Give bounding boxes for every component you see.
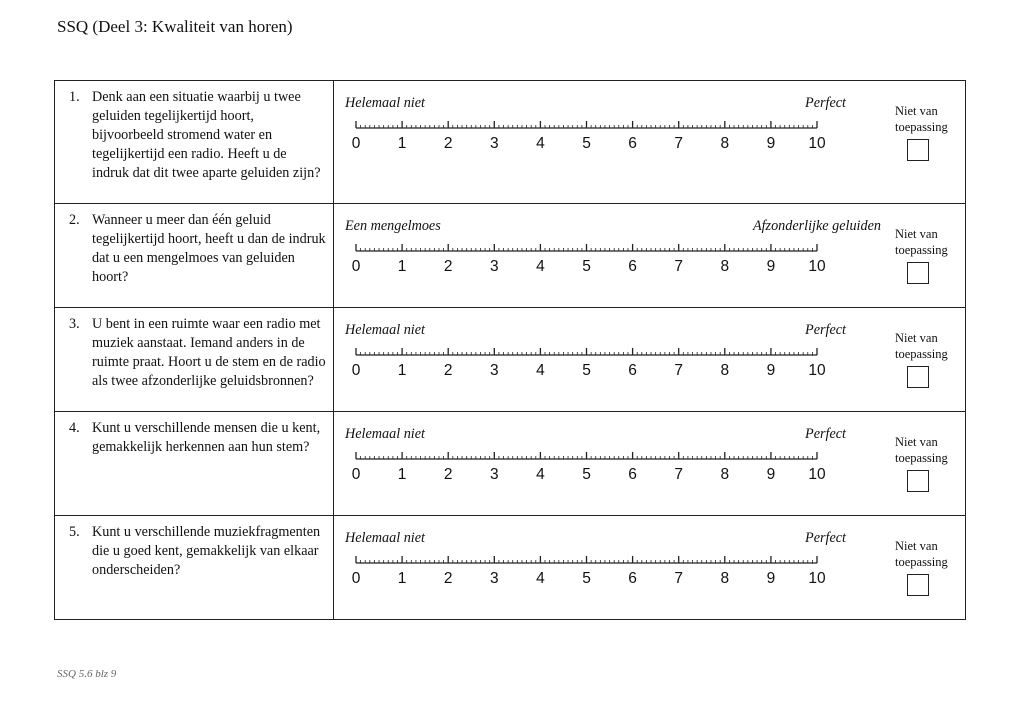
scale-tick-label: 1 (397, 362, 407, 379)
scale-tick-label: 7 (674, 466, 684, 483)
scale-right-label: Perfect (805, 322, 846, 338)
not-applicable-label: Niet van toepassing (895, 227, 948, 257)
not-applicable-label: Niet van toepassing (895, 435, 948, 465)
scale-tick-label: 7 (674, 135, 684, 152)
scale-tick-label: 10 (808, 258, 826, 275)
scale-tick-label: 0 (351, 135, 361, 152)
scale-tick-label: 3 (489, 135, 499, 152)
scale-tick-label: 0 (351, 258, 361, 275)
not-applicable-checkbox[interactable] (907, 262, 929, 284)
scale-tick-label: 1 (397, 466, 407, 483)
question-text: U bent in een ruimte waar een radio met muziek aanstaat. Iemand anders in de ruimte praat. Hoort u de stem en de radio als twee afzonderlijke geluidsbronnen? (92, 316, 326, 389)
not-applicable-checkbox[interactable] (907, 139, 929, 161)
scale-tick-label: 10 (808, 466, 826, 483)
scale-tick-label: 2 (443, 466, 453, 483)
scale-tick-label: 6 (628, 570, 637, 587)
scale-tick-label: 8 (720, 466, 730, 483)
not-applicable-checkbox[interactable] (907, 470, 929, 492)
not-applicable-label: Niet van toepassing (895, 539, 948, 569)
scale-tick-label: 9 (766, 466, 776, 483)
rating-scale[interactable] (351, 118, 832, 158)
scale-tick-label: 9 (766, 135, 776, 152)
scale-tick-label: 2 (443, 570, 453, 587)
scale-tick-label: 7 (674, 362, 684, 379)
scale-cell (334, 81, 966, 204)
scale-left-label: Helemaal niet (345, 426, 425, 442)
scale-tick-label: 2 (443, 135, 453, 152)
scale-tick-label: 6 (628, 362, 637, 379)
scale-tick-label: 3 (489, 570, 499, 587)
scale-left-label: Helemaal niet (345, 322, 425, 338)
scale-tick-label: 8 (720, 362, 730, 379)
question-text: Denk aan een situatie waarbij u twee geluiden tegelijkertijd hoort, bijvoorbeeld stromend water en tegelijkertijd een radio. Heeft u de indruk dat dit twee aparte geluiden zijn? (92, 89, 321, 181)
scale-tick-label: 8 (720, 570, 730, 587)
scale-tick-label: 5 (582, 466, 591, 483)
scale-tick-label: 1 (397, 135, 407, 152)
scale-right-label: Perfect (805, 95, 846, 111)
question-number: 3. (69, 316, 80, 332)
scale-tick-label: 4 (536, 362, 545, 379)
question-row-2 (55, 204, 966, 308)
question-row-4 (55, 412, 966, 516)
question-cell (55, 412, 334, 516)
scale-tick-label: 2 (443, 362, 453, 379)
scale-tick-label: 7 (674, 570, 684, 587)
page-title: SSQ (Deel 3: Kwaliteit van horen) (57, 17, 293, 36)
question-number: 4. (69, 420, 80, 436)
scale-tick-label: 4 (536, 258, 545, 275)
rating-scale[interactable] (351, 241, 832, 281)
question-text: Kunt u verschillende muziekfragmenten die u goed kent, gemakkelijk van elkaar onderscheiden? (92, 524, 321, 578)
scale-right-label: Afzonderlijke geluiden (752, 218, 881, 234)
not-applicable-checkbox[interactable] (907, 574, 929, 596)
scale-tick-label: 9 (766, 362, 776, 379)
scale-tick-label: 5 (582, 362, 591, 379)
scale-cell (334, 516, 966, 620)
question-text: Wanneer u meer dan één geluid tegelijkertijd hoort, heeft u dan de indruk dat u een mengelmoes van geluiden hoort? (92, 212, 326, 285)
scale-tick-label: 8 (720, 258, 730, 275)
scale-tick-label: 5 (582, 135, 591, 152)
scale-tick-label: 1 (397, 258, 407, 275)
scale-tick-label: 0 (351, 362, 361, 379)
scale-tick-label: 4 (536, 466, 545, 483)
scale-tick-label: 5 (582, 258, 591, 275)
scale-tick-label: 7 (674, 258, 684, 275)
scale-tick-label: 3 (489, 362, 499, 379)
question-cell (55, 81, 334, 204)
scale-tick-label: 3 (489, 258, 499, 275)
scale-tick-label: 1 (397, 570, 407, 587)
scale-tick-label: 4 (536, 570, 545, 587)
scale-tick-label: 6 (628, 135, 637, 152)
scale-left-label: Helemaal niet (345, 530, 425, 546)
scale-cell (334, 412, 966, 516)
question-cell (55, 204, 334, 308)
page-footer: SSQ 5.6 blz 9 (57, 668, 117, 680)
scale-tick-label: 0 (351, 570, 361, 587)
question-number: 5. (69, 524, 80, 540)
scale-tick-label: 9 (766, 258, 776, 275)
rating-scale[interactable] (351, 449, 832, 489)
scale-tick-label: 6 (628, 466, 637, 483)
question-number: 2. (69, 212, 80, 228)
scale-tick-label: 0 (351, 466, 361, 483)
not-applicable-checkbox[interactable] (907, 366, 929, 388)
scale-tick-label: 5 (582, 570, 591, 587)
rating-scale[interactable] (351, 553, 832, 593)
scale-tick-label: 6 (628, 258, 637, 275)
scale-tick-label: 4 (536, 135, 545, 152)
scale-tick-label: 8 (720, 135, 730, 152)
question-cell (55, 516, 334, 620)
question-cell (55, 308, 334, 412)
scale-right-label: Perfect (805, 530, 846, 546)
scale-tick-label: 10 (808, 570, 826, 587)
scale-left-label: Een mengelmoes (345, 218, 441, 234)
question-text: Kunt u verschillende mensen die u kent, gemakkelijk herkennen aan hun stem? (92, 420, 321, 455)
scale-tick-label: 10 (808, 135, 826, 152)
scale-tick-label: 9 (766, 570, 776, 587)
question-row-5 (55, 516, 966, 620)
scale-cell (334, 204, 966, 308)
scale-left-label: Helemaal niet (345, 95, 425, 111)
scale-tick-label: 10 (808, 362, 826, 379)
not-applicable-label: Niet van toepassing (895, 104, 948, 134)
scale-tick-label: 3 (489, 466, 499, 483)
question-row-3 (55, 308, 966, 412)
scale-tick-label: 2 (443, 258, 453, 275)
question-number: 1. (69, 89, 80, 105)
scale-cell (334, 308, 966, 412)
question-row-1 (55, 81, 966, 204)
questionnaire-table (54, 80, 966, 620)
not-applicable-label: Niet van toepassing (895, 331, 948, 361)
rating-scale[interactable] (351, 345, 832, 385)
scale-right-label: Perfect (805, 426, 846, 442)
